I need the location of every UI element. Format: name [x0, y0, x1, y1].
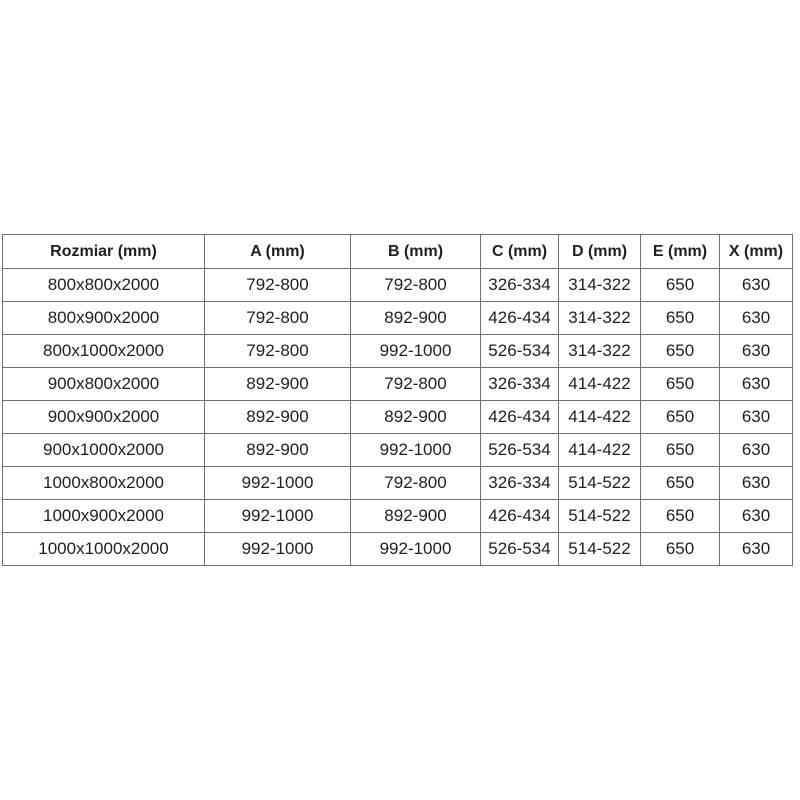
- table-cell: 630: [720, 533, 793, 566]
- table-cell: 650: [641, 500, 720, 533]
- table-body: [3, 269, 793, 566]
- column-header-x: X (mm): [720, 235, 793, 269]
- table-cell: 326-334: [481, 467, 559, 500]
- column-header-e: E (mm): [641, 235, 720, 269]
- table-cell: 526-534: [481, 533, 559, 566]
- table-cell: 792-800: [351, 269, 481, 302]
- table-cell: 792-800: [351, 368, 481, 401]
- table-cell: 792-800: [205, 302, 351, 335]
- table-cell: 792-800: [205, 269, 351, 302]
- table-cell: 800x900x2000: [3, 302, 205, 335]
- table-cell: 992-1000: [205, 500, 351, 533]
- column-header-c: C (mm): [481, 235, 559, 269]
- table-cell: 900x800x2000: [3, 368, 205, 401]
- column-header-rozmiar: Rozmiar (mm): [3, 235, 205, 269]
- table-header: [3, 235, 793, 269]
- table-cell: 650: [641, 533, 720, 566]
- table-cell: 992-1000: [351, 335, 481, 368]
- table-row: [3, 467, 793, 500]
- table-cell: 630: [720, 434, 793, 467]
- table-cell: 892-900: [205, 368, 351, 401]
- table-cell: 650: [641, 467, 720, 500]
- table-row: [3, 533, 793, 566]
- table-cell: 650: [641, 368, 720, 401]
- column-header-a: A (mm): [205, 235, 351, 269]
- table-cell: 800x800x2000: [3, 269, 205, 302]
- table-cell: 514-522: [559, 467, 641, 500]
- table-cell: 630: [720, 335, 793, 368]
- table-row: [3, 368, 793, 401]
- table-row: [3, 269, 793, 302]
- table-cell: 892-900: [205, 434, 351, 467]
- table-cell: 792-800: [205, 335, 351, 368]
- table-cell: 1000x1000x2000: [3, 533, 205, 566]
- table-cell: 1000x900x2000: [3, 500, 205, 533]
- table-cell: 892-900: [351, 500, 481, 533]
- column-header-b: B (mm): [351, 235, 481, 269]
- table-cell: 892-900: [351, 302, 481, 335]
- table-row: [3, 335, 793, 368]
- table-cell: 630: [720, 368, 793, 401]
- table-cell: 314-322: [559, 302, 641, 335]
- table-cell: 630: [720, 467, 793, 500]
- table-cell: 792-800: [351, 467, 481, 500]
- table-cell: 650: [641, 401, 720, 434]
- table-cell: 650: [641, 269, 720, 302]
- table-cell: 900x900x2000: [3, 401, 205, 434]
- table-cell: 426-434: [481, 302, 559, 335]
- table-cell: 526-534: [481, 335, 559, 368]
- table-cell: 426-434: [481, 401, 559, 434]
- table-cell: 992-1000: [351, 434, 481, 467]
- column-header-d: D (mm): [559, 235, 641, 269]
- table-cell: 892-900: [205, 401, 351, 434]
- table-cell: 326-334: [481, 269, 559, 302]
- table-row: [3, 302, 793, 335]
- table-header-row: [3, 235, 793, 269]
- table-cell: 650: [641, 302, 720, 335]
- table-cell: 314-322: [559, 269, 641, 302]
- table-cell: 514-522: [559, 533, 641, 566]
- table-cell: 414-422: [559, 401, 641, 434]
- table-row: [3, 401, 793, 434]
- table-cell: 426-434: [481, 500, 559, 533]
- table-cell: 650: [641, 434, 720, 467]
- table-cell: 630: [720, 269, 793, 302]
- table-row: [3, 434, 793, 467]
- table-cell: 650: [641, 335, 720, 368]
- table-cell: 414-422: [559, 368, 641, 401]
- table-cell: 992-1000: [351, 533, 481, 566]
- table-cell: 630: [720, 401, 793, 434]
- table-cell: 1000x800x2000: [3, 467, 205, 500]
- table-cell: 630: [720, 302, 793, 335]
- table-cell: 314-322: [559, 335, 641, 368]
- size-dimensions-table: [2, 234, 793, 566]
- table-cell: 514-522: [559, 500, 641, 533]
- table-cell: 892-900: [351, 401, 481, 434]
- table-cell: 800x1000x2000: [3, 335, 205, 368]
- table-cell: 414-422: [559, 434, 641, 467]
- table-cell: 992-1000: [205, 533, 351, 566]
- table-cell: 526-534: [481, 434, 559, 467]
- table-cell: 992-1000: [205, 467, 351, 500]
- table-row: [3, 500, 793, 533]
- table-cell: 900x1000x2000: [3, 434, 205, 467]
- table-cell: 630: [720, 500, 793, 533]
- table-cell: 326-334: [481, 368, 559, 401]
